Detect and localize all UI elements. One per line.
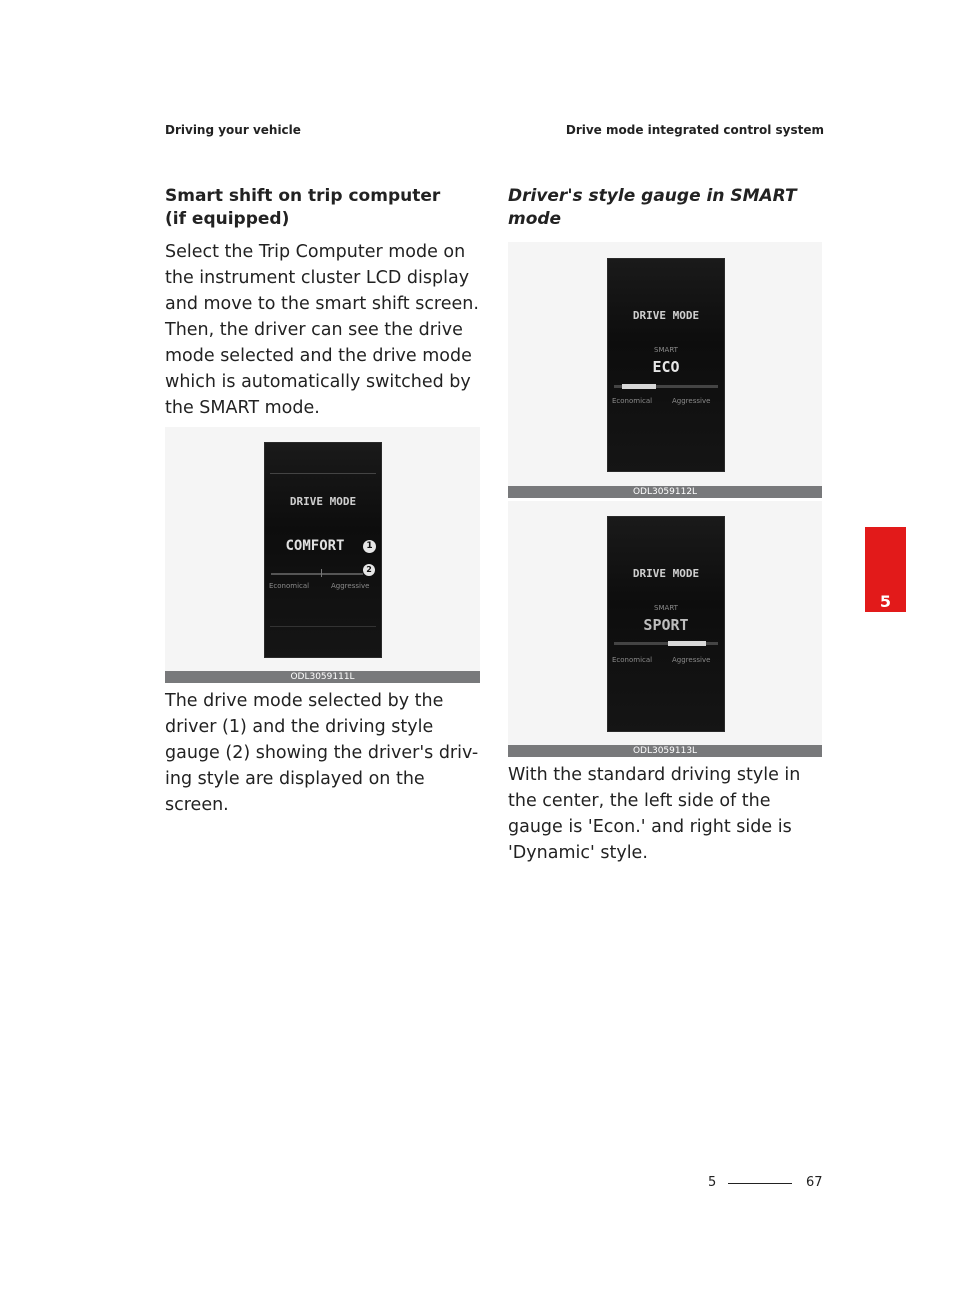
- screen-title: DRIVE MODE: [289, 495, 357, 508]
- figure-sport: [508, 501, 822, 745]
- screen-mode: ECO: [652, 358, 680, 376]
- drive-mode-paragraph: The drive mode selected by the driver (1) and the driving style gauge (2) showing the driver's driv-ing style are displayed on the screen.: [165, 691, 479, 815]
- screen-sub: SMART: [654, 346, 678, 354]
- figure-caption: ODL3059112L: [508, 486, 822, 498]
- gauge-right-label: Aggressive: [672, 656, 711, 664]
- figure-eco: [508, 242, 822, 486]
- screen-divider: [270, 473, 376, 474]
- gauge-center-tick: [321, 569, 322, 577]
- cluster-screen: [264, 442, 382, 658]
- screen-title: DRIVE MODE: [632, 567, 700, 580]
- gauge-left-label: Economical: [269, 582, 310, 590]
- cluster-screen: [607, 516, 725, 732]
- footer-rule: [728, 1183, 792, 1184]
- gauge-fill: [668, 641, 706, 646]
- chapter-tab: 5: [865, 527, 906, 612]
- screen-sub: SMART: [654, 604, 678, 612]
- screen-title: DRIVE MODE: [632, 309, 700, 322]
- gauge-fill: [622, 384, 656, 389]
- marker-2: 2: [363, 564, 375, 576]
- gauge-left-label: Economical: [612, 656, 653, 664]
- figure-caption: ODL3059111L: [165, 671, 480, 683]
- gauge-left-label: Economical: [612, 397, 653, 405]
- smart-shift-paragraph: Select the Trip Computer mode on the instrument cluster LCD display and move to the smart shift screen. Then, the driver can see the drive mode selected and the drive mode which is automatically switched by the SMART mode.: [165, 242, 479, 418]
- section-heading-style-gauge: Driver's style gauge in SMART mode: [508, 186, 797, 229]
- running-header-left: Driving your vehicle: [165, 123, 301, 137]
- screen-mode: COMFORT: [285, 538, 345, 554]
- figure-caption: ODL3059113L: [508, 745, 822, 757]
- figure-comfort: [165, 427, 480, 671]
- gauge-right-label: Aggressive: [672, 397, 711, 405]
- section-heading-smart-shift: Smart shift on trip computer (if equipped): [165, 186, 441, 229]
- gauge-right-label: Aggressive: [331, 582, 370, 590]
- style-gauge-paragraph: With the standard driving style in the center, the left side of the gauge is 'Econ.' and right side is 'Dynamic' style.: [508, 765, 801, 863]
- running-header-right: Drive mode integrated control system: [565, 123, 824, 137]
- screen-mode: SPORT: [643, 616, 689, 634]
- style-gauge: [271, 573, 363, 575]
- cluster-screen: [607, 258, 725, 472]
- marker-1: 1: [363, 540, 376, 553]
- footer-chapter: 5: [708, 1175, 717, 1190]
- screen-divider-bottom: [270, 626, 376, 627]
- footer-page: 67: [806, 1175, 823, 1190]
